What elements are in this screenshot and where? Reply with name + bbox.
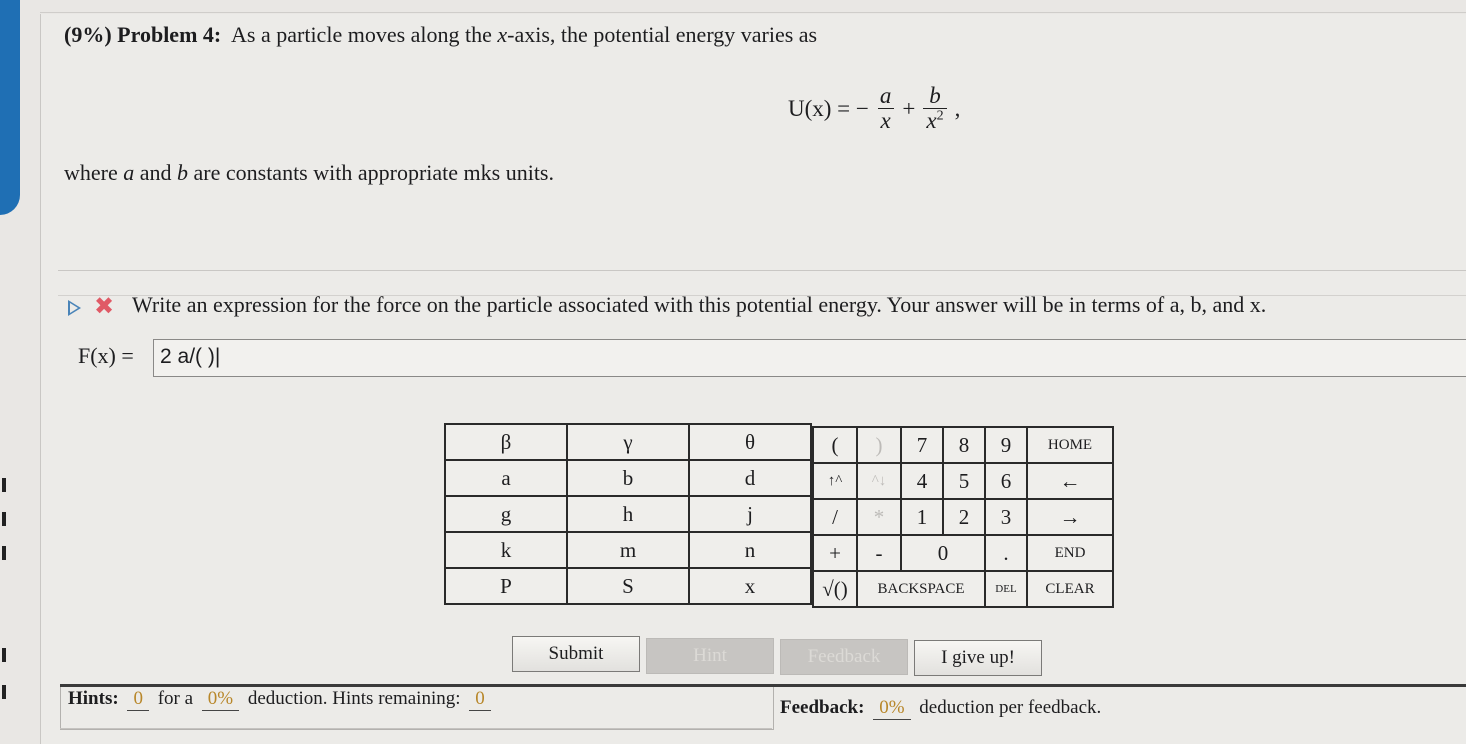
key-h[interactable]: h — [567, 496, 689, 532]
left-tick-mark — [2, 546, 6, 560]
expand-triangle-icon[interactable] — [68, 300, 81, 316]
key-p[interactable]: P — [445, 568, 567, 604]
submit-button[interactable]: Submit — [512, 636, 640, 672]
key-7[interactable]: 7 — [901, 427, 943, 463]
key-5[interactable]: 5 — [943, 463, 985, 499]
key-j[interactable]: j — [689, 496, 811, 532]
numeric-keypad — [812, 426, 1114, 608]
key-d[interactable]: d — [689, 460, 811, 496]
hints-count: 0 — [127, 688, 149, 711]
bottom-divider — [60, 728, 772, 729]
key-del[interactable]: DEL — [985, 571, 1027, 607]
key-open-paren[interactable]: ( — [813, 427, 857, 463]
key-9[interactable]: 9 — [985, 427, 1027, 463]
key-plus[interactable]: + — [813, 535, 857, 571]
key-x[interactable]: x — [689, 568, 811, 604]
key-gamma[interactable]: γ — [567, 424, 689, 460]
key-3[interactable]: 3 — [985, 499, 1027, 535]
key-8[interactable]: 8 — [943, 427, 985, 463]
problem-var-x: x — [497, 22, 508, 47]
key-divide[interactable]: / — [813, 499, 857, 535]
variable-keypad — [444, 423, 812, 605]
answer-input[interactable] — [153, 339, 1466, 377]
feedback-status: Feedback: 0% deduction per feedback. — [780, 697, 1102, 718]
key-a[interactable]: a — [445, 460, 567, 496]
hints-remaining: 0 — [469, 688, 491, 711]
problem-text-cont: -axis, the potential energy varies as — [507, 22, 818, 47]
feedback-button[interactable]: Feedback — [780, 639, 908, 675]
answer-value: 2 a/( )| — [160, 345, 221, 368]
key-0[interactable]: 0 — [901, 535, 985, 571]
equation-lhs: U(x) = − — [788, 95, 869, 121]
problem-statement — [64, 22, 817, 48]
key-decimal[interactable]: . — [985, 535, 1027, 571]
problem-text: As a particle moves along the — [231, 22, 498, 47]
key-theta[interactable]: θ — [689, 424, 811, 460]
key-exponent-up[interactable]: ↑^ — [813, 463, 857, 499]
potential-equation — [788, 84, 960, 133]
hints-label: Hints: — [68, 688, 119, 709]
key-beta[interactable]: β — [445, 424, 567, 460]
key-home[interactable]: HOME — [1027, 427, 1113, 463]
key-n[interactable]: n — [689, 532, 811, 568]
key-g[interactable]: g — [445, 496, 567, 532]
left-tick-mark — [2, 478, 6, 492]
key-sqrt[interactable]: √() — [813, 571, 857, 607]
key-6[interactable]: 6 — [985, 463, 1027, 499]
give-up-button[interactable]: I give up! — [914, 640, 1042, 676]
left-tick-mark — [2, 685, 6, 699]
hints-deduction: 0% — [202, 688, 239, 711]
key-end[interactable]: END — [1027, 535, 1113, 571]
hints-status: Hints: 0 for a 0% deduction. Hints remaining: 0 — [68, 688, 495, 711]
key-close-paren[interactable]: ) — [857, 427, 901, 463]
key-m[interactable]: m — [567, 532, 689, 568]
key-minus[interactable]: - — [857, 535, 901, 571]
left-accent-bar — [0, 0, 20, 215]
left-tick-mark — [2, 648, 6, 662]
answer-label: F(x) = — [78, 343, 134, 368]
key-left-arrow[interactable]: ← — [1027, 463, 1113, 499]
incorrect-mark-icon: ✖ — [94, 292, 115, 320]
key-backspace[interactable]: BACKSPACE — [857, 571, 985, 607]
key-exponent-down[interactable]: ^↓ — [857, 463, 901, 499]
key-multiply[interactable]: * — [857, 499, 901, 535]
constants-note: where a and b are constants with appropriate mks units. — [64, 160, 554, 185]
problem-title: Problem 4: — [117, 22, 222, 47]
top-divider — [40, 12, 1466, 13]
left-tick-mark — [2, 512, 6, 526]
question-text: Write an expression for the force on the particle associated with this potential energy. Your answer will be in terms of a, b, and x. — [132, 292, 1267, 317]
key-clear[interactable]: CLEAR — [1027, 571, 1113, 607]
equation-comma: , — [954, 95, 961, 121]
feedback-deduction: 0% — [873, 697, 910, 720]
key-right-arrow[interactable]: → — [1027, 499, 1113, 535]
key-k[interactable]: k — [445, 532, 567, 568]
feedback-label: Feedback: — [780, 697, 865, 718]
fraction-b-over-x2: $\frac{b}{x^2}$ — [923, 84, 946, 133]
key-s[interactable]: S — [567, 568, 689, 604]
fraction-a-over-x: $\frac{a}{x}$ — [877, 84, 895, 133]
key-1[interactable]: 1 — [901, 499, 943, 535]
key-2[interactable]: 2 — [943, 499, 985, 535]
equation-plus: + — [902, 95, 916, 121]
key-4[interactable]: 4 — [901, 463, 943, 499]
problem-percent: (9%) — [64, 22, 112, 47]
hint-button[interactable]: Hint — [646, 638, 774, 674]
key-b[interactable]: b — [567, 460, 689, 496]
